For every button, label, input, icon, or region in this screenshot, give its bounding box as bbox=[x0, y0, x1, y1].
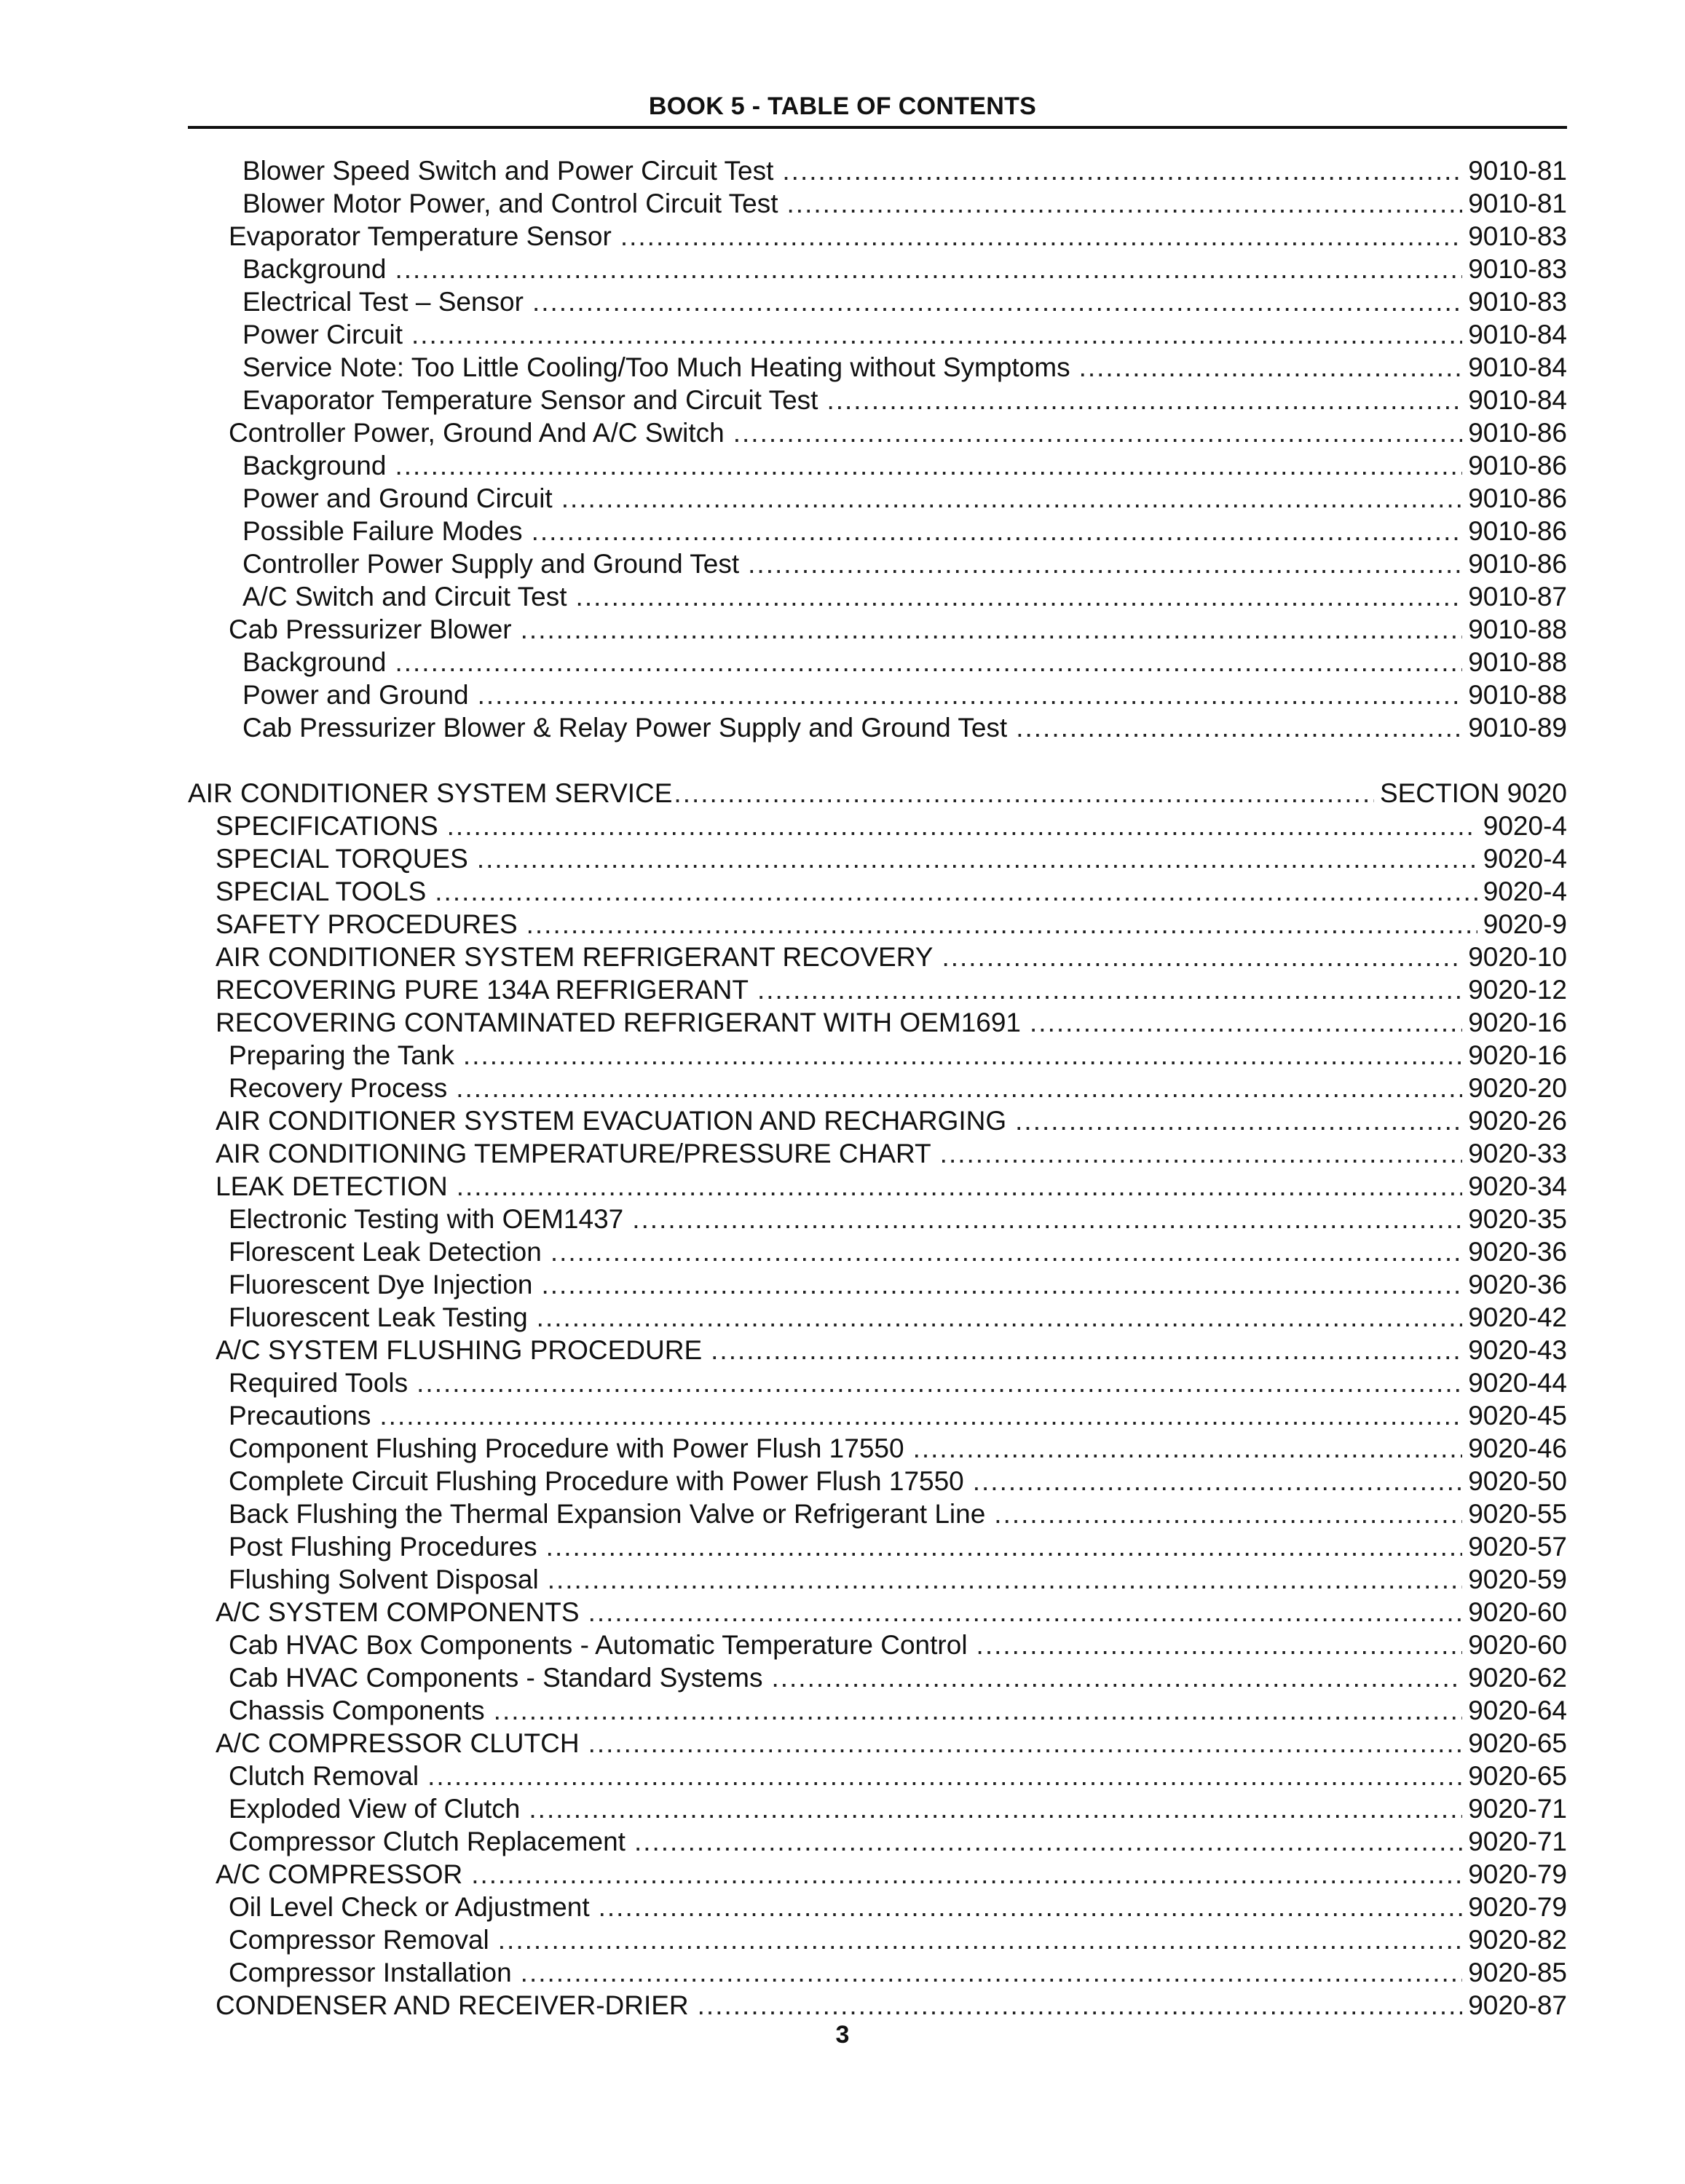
toc-entry-title: AIR CONDITIONER SYSTEM REFRIGERANT RECOVERY bbox=[216, 942, 934, 972]
toc-entry[interactable] bbox=[188, 1760, 1567, 1792]
toc-entry[interactable] bbox=[188, 1334, 1567, 1366]
dot-leader bbox=[576, 580, 1463, 613]
toc-entry-page: 9020-82 bbox=[1468, 1925, 1567, 1955]
dot-leader bbox=[435, 875, 1477, 908]
toc-entry-page: 9020-12 bbox=[1468, 975, 1567, 1005]
dot-leader bbox=[447, 810, 1477, 842]
toc-entry-page: 9020-43 bbox=[1468, 1335, 1567, 1365]
toc-entry[interactable] bbox=[188, 351, 1567, 384]
toc-entry[interactable] bbox=[188, 1170, 1567, 1203]
toc-entry-title: Chassis Components bbox=[229, 1696, 485, 1725]
toc-entry[interactable] bbox=[188, 908, 1567, 941]
toc-entry[interactable] bbox=[188, 1629, 1567, 1661]
toc-entry-page: 9010-84 bbox=[1468, 352, 1567, 382]
toc-entry-page: 9020-10 bbox=[1468, 942, 1567, 972]
toc-entry-title: Background bbox=[242, 451, 387, 480]
toc-entry-title: AIR CONDITIONER SYSTEM EVACUATION AND RECHARGING bbox=[216, 1106, 1007, 1136]
dot-leader bbox=[541, 1268, 1462, 1301]
toc-entry[interactable] bbox=[188, 285, 1567, 318]
dot-leader bbox=[588, 1596, 1463, 1629]
toc-entry-page: 9020-20 bbox=[1468, 1073, 1567, 1103]
toc-entry-page: 9010-84 bbox=[1468, 385, 1567, 415]
toc-entry[interactable] bbox=[188, 580, 1567, 613]
dot-leader bbox=[457, 1170, 1463, 1203]
toc-entry[interactable] bbox=[188, 482, 1567, 515]
toc-entry-title: Compressor Installation bbox=[229, 1958, 512, 1987]
toc-entry-title: Compressor Clutch Replacement bbox=[229, 1827, 626, 1856]
dot-leader bbox=[411, 318, 1462, 351]
toc-entry-page: 9010-88 bbox=[1468, 647, 1567, 677]
toc-entry-page: 9020-71 bbox=[1468, 1827, 1567, 1856]
toc-entry[interactable] bbox=[188, 547, 1567, 580]
toc-entry-title: SPECIFICATIONS bbox=[216, 811, 438, 841]
dot-leader bbox=[826, 384, 1462, 416]
toc-entry-page: 9020-87 bbox=[1468, 1990, 1567, 2020]
toc-entry-title: AIR CONDITIONING TEMPERATURE/PRESSURE CHART bbox=[216, 1139, 931, 1168]
dot-leader bbox=[634, 1825, 1462, 1858]
toc-entry[interactable] bbox=[188, 1203, 1567, 1235]
toc-entry[interactable] bbox=[188, 1301, 1567, 1334]
toc-entry-page: 9020-55 bbox=[1468, 1499, 1567, 1529]
dot-leader bbox=[632, 1203, 1462, 1235]
dot-leader bbox=[733, 416, 1462, 449]
toc-entry-page: 9020-42 bbox=[1468, 1302, 1567, 1332]
dot-leader bbox=[1016, 711, 1462, 744]
dot-leader bbox=[748, 547, 1462, 580]
toc-entry-title: A/C Switch and Circuit Test bbox=[242, 582, 567, 612]
toc-entry-page: 9020-45 bbox=[1468, 1401, 1567, 1431]
toc-entry-page: 9010-86 bbox=[1468, 418, 1567, 448]
dot-leader bbox=[787, 187, 1463, 220]
toc-entry[interactable] bbox=[188, 1072, 1567, 1104]
toc-entry-title: RECOVERING PURE 134A REFRIGERANT bbox=[216, 975, 749, 1005]
page-number: 3 bbox=[835, 2021, 850, 2049]
toc-entry[interactable] bbox=[188, 1694, 1567, 1727]
toc-entry[interactable] bbox=[188, 1006, 1567, 1039]
toc-entry-title: Clutch Removal bbox=[229, 1761, 419, 1791]
dot-leader bbox=[526, 908, 1477, 941]
toc-entry-page: 9020-4 bbox=[1483, 844, 1567, 874]
toc-entry-title: Fluorescent Leak Testing bbox=[229, 1302, 528, 1332]
toc-entry[interactable] bbox=[188, 973, 1567, 1006]
dot-leader bbox=[620, 220, 1462, 253]
toc-entry-page: 9020-79 bbox=[1468, 1859, 1567, 1889]
toc-entry-title: Preparing the Tank bbox=[229, 1040, 454, 1070]
dot-leader bbox=[463, 1039, 1462, 1072]
toc-entry[interactable] bbox=[188, 1399, 1567, 1432]
toc-entry-page: 9010-83 bbox=[1468, 287, 1567, 317]
toc-entry-page: 9010-83 bbox=[1468, 221, 1567, 251]
toc-entry-page: 9010-88 bbox=[1468, 614, 1567, 644]
dot-leader bbox=[994, 1497, 1462, 1530]
toc-entry[interactable] bbox=[188, 1563, 1567, 1596]
toc-entry[interactable] bbox=[188, 875, 1567, 908]
dot-leader bbox=[698, 1989, 1463, 2022]
toc-entry-page: 9020-57 bbox=[1468, 1532, 1567, 1562]
toc-entry[interactable] bbox=[188, 646, 1567, 678]
toc-entry[interactable] bbox=[188, 416, 1567, 449]
toc-entry[interactable] bbox=[188, 154, 1567, 187]
toc-entry-page: 9010-81 bbox=[1468, 189, 1567, 218]
dot-leader bbox=[521, 1956, 1463, 1989]
toc-entry-title: Blower Motor Power, and Control Circuit Test bbox=[242, 189, 778, 218]
dot-leader bbox=[456, 1072, 1462, 1104]
toc-entry-title: LEAK DETECTION bbox=[216, 1171, 448, 1201]
toc-entry[interactable] bbox=[188, 253, 1567, 285]
toc-entry-title: Power and Ground Circuit bbox=[242, 483, 553, 513]
toc-entry-page: 9020-4 bbox=[1483, 811, 1567, 841]
toc-entry-page: 9020-59 bbox=[1468, 1564, 1567, 1594]
toc-entry-title: Evaporator Temperature Sensor bbox=[229, 221, 612, 251]
toc-entry-title: Electrical Test – Sensor bbox=[242, 287, 524, 317]
toc-entry-title: Oil Level Check or Adjustment bbox=[229, 1892, 590, 1922]
dot-leader bbox=[674, 777, 1374, 810]
dot-leader bbox=[417, 1366, 1462, 1399]
toc-entry-title: A/C SYSTEM FLUSHING PROCEDURE bbox=[216, 1335, 703, 1365]
dot-leader bbox=[913, 1432, 1463, 1465]
toc-entry-page: 9020-65 bbox=[1468, 1761, 1567, 1791]
toc-entry-title: Evaporator Temperature Sensor and Circuit Test bbox=[242, 385, 818, 415]
toc-entry-page: 9020-16 bbox=[1468, 1040, 1567, 1070]
dot-leader bbox=[588, 1727, 1463, 1760]
toc-entry-title: A/C COMPRESSOR CLUTCH bbox=[216, 1728, 580, 1758]
dot-leader bbox=[395, 646, 1462, 678]
toc-entry-title: Electronic Testing with OEM1437 bbox=[229, 1204, 624, 1234]
toc-entry[interactable] bbox=[188, 318, 1567, 351]
toc-entry-page: 9020-44 bbox=[1468, 1368, 1567, 1398]
toc-entry-title: Complete Circuit Flushing Procedure with Power Flush 17550 bbox=[229, 1466, 964, 1496]
dot-leader bbox=[478, 678, 1463, 711]
toc-entry-title: RECOVERING CONTAMINATED REFRIGERANT WITH OEM1691 bbox=[216, 1008, 1022, 1037]
toc-entry-title: A/C SYSTEM COMPONENTS bbox=[216, 1597, 580, 1627]
toc-entry-page: 9020-65 bbox=[1468, 1728, 1567, 1758]
toc-entry-title: Precautions bbox=[229, 1401, 371, 1431]
toc-entry[interactable] bbox=[188, 1497, 1567, 1530]
toc-entry[interactable] bbox=[188, 1792, 1567, 1825]
toc-entry-page: 9020-36 bbox=[1468, 1237, 1567, 1267]
section-title: AIR CONDITIONER SYSTEM SERVICE bbox=[188, 778, 673, 808]
toc-entry-title: SAFETY PROCEDURES bbox=[216, 909, 518, 939]
toc-entry[interactable] bbox=[188, 384, 1567, 416]
toc-entry[interactable] bbox=[188, 810, 1567, 842]
toc-entry-title: SPECIAL TORQUES bbox=[216, 844, 468, 874]
dot-leader bbox=[771, 1661, 1462, 1694]
toc-entry-page: 9020-46 bbox=[1468, 1433, 1567, 1463]
dot-leader bbox=[477, 842, 1477, 875]
toc-entry-title: Cab HVAC Components - Standard Systems bbox=[229, 1663, 763, 1693]
dot-leader bbox=[494, 1694, 1463, 1727]
toc-entry[interactable] bbox=[188, 1858, 1567, 1891]
toc-entry[interactable] bbox=[188, 1432, 1567, 1465]
toc-entry-title: SPECIAL TOOLS bbox=[216, 877, 427, 906]
toc-entry-page: 9010-84 bbox=[1468, 320, 1567, 349]
dot-leader bbox=[498, 1923, 1462, 1956]
toc-entry-page: 9010-86 bbox=[1468, 516, 1567, 546]
dot-leader bbox=[471, 1858, 1462, 1891]
toc-entry-page: 9020-62 bbox=[1468, 1663, 1567, 1693]
dot-leader bbox=[532, 285, 1462, 318]
dot-leader bbox=[757, 973, 1462, 1006]
dot-leader bbox=[782, 154, 1462, 187]
toc-entry-title: CONDENSER AND RECEIVER-DRIER bbox=[216, 1990, 689, 2020]
toc-entry[interactable] bbox=[188, 1891, 1567, 1923]
dot-leader bbox=[551, 1235, 1462, 1268]
dot-leader bbox=[599, 1891, 1463, 1923]
dot-leader bbox=[942, 941, 1462, 973]
toc-entry-page: 9010-87 bbox=[1468, 582, 1567, 612]
toc-entry-page: 9020-16 bbox=[1468, 1008, 1567, 1037]
dot-leader bbox=[395, 449, 1462, 482]
toc-entry-title: Compressor Removal bbox=[229, 1925, 489, 1955]
toc-entry-page: 9020-26 bbox=[1468, 1106, 1567, 1136]
toc-entry-page: 9020-60 bbox=[1468, 1597, 1567, 1627]
toc-entry[interactable] bbox=[188, 1661, 1567, 1694]
toc-entry[interactable] bbox=[188, 1268, 1567, 1301]
toc-entry-title: Possible Failure Modes bbox=[242, 516, 523, 546]
toc-entry-title: Cab Pressurizer Blower bbox=[229, 614, 512, 644]
toc-entry-page: 9020-34 bbox=[1468, 1171, 1567, 1201]
toc-entry-title: Component Flushing Procedure with Power Flush 17550 bbox=[229, 1433, 904, 1463]
toc-entry-page: 9010-86 bbox=[1468, 483, 1567, 513]
toc-entry-page: 9020-33 bbox=[1468, 1139, 1567, 1168]
dot-leader bbox=[548, 1563, 1462, 1596]
toc-entry-title: Recovery Process bbox=[229, 1073, 448, 1103]
toc-entry[interactable] bbox=[188, 1956, 1567, 1989]
dot-leader bbox=[1030, 1006, 1462, 1039]
dot-leader bbox=[427, 1760, 1462, 1792]
dot-leader bbox=[1015, 1104, 1462, 1137]
toc-entry[interactable] bbox=[188, 515, 1567, 547]
toc-entry-title: Controller Power Supply and Ground Test bbox=[242, 549, 740, 579]
toc-entry[interactable] bbox=[188, 1596, 1567, 1629]
toc-entry-page: 9020-85 bbox=[1468, 1958, 1567, 1987]
toc-entry-title: Cab Pressurizer Blower & Relay Power Supply and Ground Test bbox=[242, 713, 1008, 743]
toc-entry-page: 9010-86 bbox=[1468, 549, 1567, 579]
toc-entry-title: Service Note: Too Little Cooling/Too Much Heating without Symptoms bbox=[242, 352, 1070, 382]
toc-entry-page: 9010-86 bbox=[1468, 451, 1567, 480]
toc-entry-page: 9020-71 bbox=[1468, 1794, 1567, 1824]
toc-entry[interactable] bbox=[188, 678, 1567, 711]
toc-entry[interactable] bbox=[188, 613, 1567, 646]
table-of-contents bbox=[188, 154, 1567, 2022]
toc-entry[interactable] bbox=[188, 1727, 1567, 1760]
toc-entry-page: 9020-64 bbox=[1468, 1696, 1567, 1725]
toc-entry-title: Power and Ground bbox=[242, 680, 469, 710]
dot-leader bbox=[973, 1465, 1462, 1497]
toc-entry[interactable] bbox=[188, 1923, 1567, 1956]
toc-entry-title: Post Flushing Procedures bbox=[229, 1532, 537, 1562]
title-divider bbox=[188, 126, 1567, 129]
toc-entry-page: 9020-79 bbox=[1468, 1892, 1567, 1922]
dot-leader bbox=[532, 515, 1463, 547]
toc-entry[interactable] bbox=[188, 1235, 1567, 1268]
toc-entry-title: Controller Power, Ground And A/C Switch bbox=[229, 418, 725, 448]
toc-entry[interactable] bbox=[188, 1989, 1567, 2022]
toc-entry-page: 9010-81 bbox=[1468, 156, 1567, 186]
page-title: BOOK 5 - TABLE OF CONTENTS bbox=[648, 92, 1037, 120]
toc-entry-page: 9020-35 bbox=[1468, 1204, 1567, 1234]
toc-entry-page: 9020-36 bbox=[1468, 1270, 1567, 1299]
toc-entry-title: Blower Speed Switch and Power Circuit Test bbox=[242, 156, 774, 186]
toc-entry[interactable] bbox=[188, 1530, 1567, 1563]
toc-entry-page: 9020-60 bbox=[1468, 1630, 1567, 1660]
toc-entry-title: Florescent Leak Detection bbox=[229, 1237, 542, 1267]
toc-entry-title: Fluorescent Dye Injection bbox=[229, 1270, 533, 1299]
section-page: SECTION 9020 bbox=[1379, 778, 1567, 808]
dot-leader bbox=[711, 1334, 1462, 1366]
toc-entry[interactable] bbox=[188, 1137, 1567, 1170]
toc-section-heading[interactable] bbox=[188, 777, 1567, 810]
toc-entry[interactable] bbox=[188, 187, 1567, 220]
toc-entry-page: 9010-89 bbox=[1468, 713, 1567, 743]
toc-entry[interactable] bbox=[188, 220, 1567, 253]
toc-entry-page: 9020-4 bbox=[1483, 877, 1567, 906]
dot-leader bbox=[537, 1301, 1463, 1334]
toc-entry[interactable] bbox=[188, 1366, 1567, 1399]
toc-entry-title: Required Tools bbox=[229, 1368, 409, 1398]
dot-leader bbox=[976, 1629, 1463, 1661]
dot-leader bbox=[395, 253, 1462, 285]
toc-entry-page: 9020-50 bbox=[1468, 1466, 1567, 1496]
dot-leader bbox=[1079, 351, 1463, 384]
toc-entry[interactable] bbox=[188, 842, 1567, 875]
toc-entry-title: Background bbox=[242, 254, 387, 284]
dot-leader bbox=[379, 1399, 1462, 1432]
toc-entry-title: Background bbox=[242, 647, 387, 677]
toc-entry-page: 9020-9 bbox=[1483, 909, 1567, 939]
toc-entry[interactable] bbox=[188, 1104, 1567, 1137]
dot-leader bbox=[561, 482, 1463, 515]
toc-entry-page: 9010-83 bbox=[1468, 254, 1567, 284]
toc-entry-title: Cab HVAC Box Components - Automatic Temperature Control bbox=[229, 1630, 968, 1660]
dot-leader bbox=[940, 1137, 1463, 1170]
toc-entry-page: 9010-88 bbox=[1468, 680, 1567, 710]
toc-entry[interactable] bbox=[188, 1039, 1567, 1072]
toc-entry[interactable] bbox=[188, 449, 1567, 482]
toc-entry-title: Back Flushing the Thermal Expansion Valve or Refrigerant Line bbox=[229, 1499, 986, 1529]
toc-entry-title: Power Circuit bbox=[242, 320, 403, 349]
dot-leader bbox=[521, 613, 1463, 646]
toc-entry[interactable] bbox=[188, 941, 1567, 973]
toc-entry-title: Exploded View of Clutch bbox=[229, 1794, 521, 1824]
toc-entry-title: Flushing Solvent Disposal bbox=[229, 1564, 539, 1594]
dot-leader bbox=[529, 1792, 1462, 1825]
toc-entry[interactable] bbox=[188, 711, 1567, 744]
toc-entry[interactable] bbox=[188, 1465, 1567, 1497]
dot-leader bbox=[546, 1530, 1463, 1563]
toc-entry-title: A/C COMPRESSOR bbox=[216, 1859, 463, 1889]
toc-entry[interactable] bbox=[188, 1825, 1567, 1858]
